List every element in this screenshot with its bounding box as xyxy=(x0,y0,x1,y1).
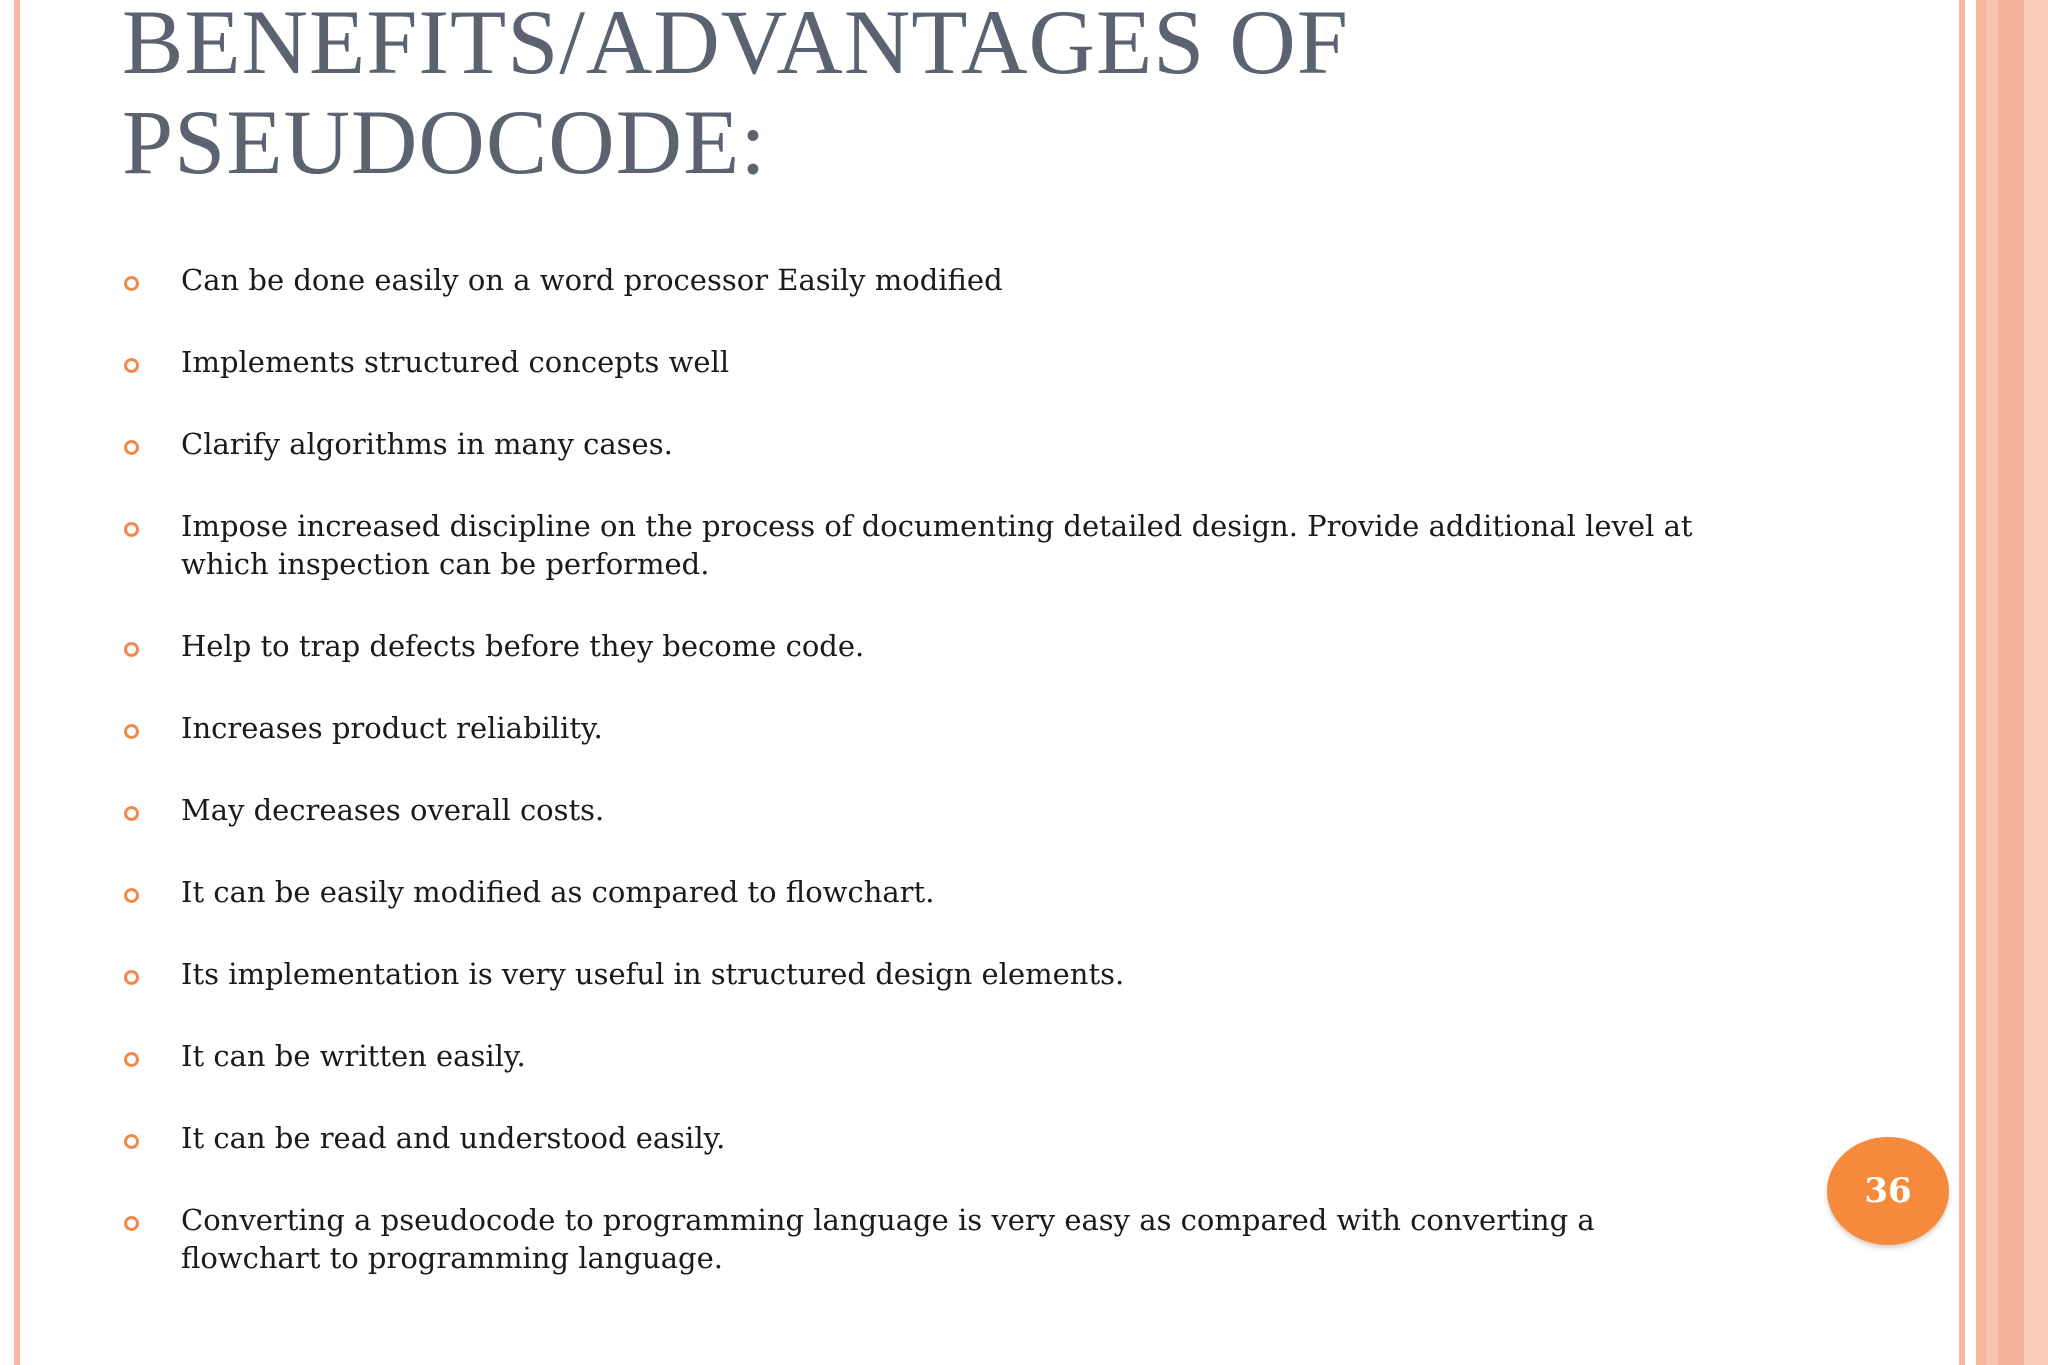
bullet-text: It can be written easily. xyxy=(181,1039,526,1073)
bullet-text: Impose increased discipline on the process of documenting detailed design. Provide additional level at which inspection can be performed. xyxy=(181,509,1693,581)
hollow-circle-bullet-icon xyxy=(124,724,139,739)
hollow-circle-bullet-icon xyxy=(124,1216,139,1231)
slide-title-line-2: PSEUDOCODE: xyxy=(122,91,767,193)
page-number-badge xyxy=(1827,1137,1949,1245)
hollow-circle-bullet-icon xyxy=(124,276,139,291)
hollow-circle-bullet-icon xyxy=(124,970,139,985)
hollow-circle-bullet-icon xyxy=(124,1052,139,1067)
slide-title xyxy=(122,0,1722,192)
bullet-text: It can be easily modified as compared to flowchart. xyxy=(181,875,935,909)
hollow-circle-bullet-icon xyxy=(124,642,139,657)
hollow-circle-bullet-icon xyxy=(124,1134,139,1149)
hollow-circle-bullet-icon xyxy=(124,358,139,373)
bullet-text: Increases product reliability. xyxy=(181,711,603,745)
bullet-text: Clarify algorithms in many cases. xyxy=(181,427,673,461)
bullet-text: Implements structured concepts well xyxy=(181,345,730,379)
bullet-text: Its implementation is very useful in structured design elements. xyxy=(181,957,1125,991)
right-accent-rule xyxy=(1959,0,1965,1365)
page-number: 36 xyxy=(1864,1171,1912,1211)
slide-title-line-1: BENEFITS/ADVANTAGES OF xyxy=(122,0,1349,93)
bullet-text: It can be read and understood easily. xyxy=(181,1121,726,1155)
left-accent-rule xyxy=(14,0,20,1365)
bullet-text: May decreases overall costs. xyxy=(181,793,605,827)
hollow-circle-bullet-icon xyxy=(124,806,139,821)
hollow-circle-bullet-icon xyxy=(124,440,139,455)
hollow-circle-bullet-icon xyxy=(124,522,139,537)
bullet-text: Can be done easily on a word processor Easily modified xyxy=(181,263,1003,297)
hollow-circle-bullet-icon xyxy=(124,888,139,903)
bullet-text: Converting a pseudocode to programming language is very easy as compared with converting a flowchart to programming language. xyxy=(181,1203,1595,1275)
right-accent-band xyxy=(1976,0,2048,1365)
bullet-text: Help to trap defects before they become code. xyxy=(181,629,865,663)
